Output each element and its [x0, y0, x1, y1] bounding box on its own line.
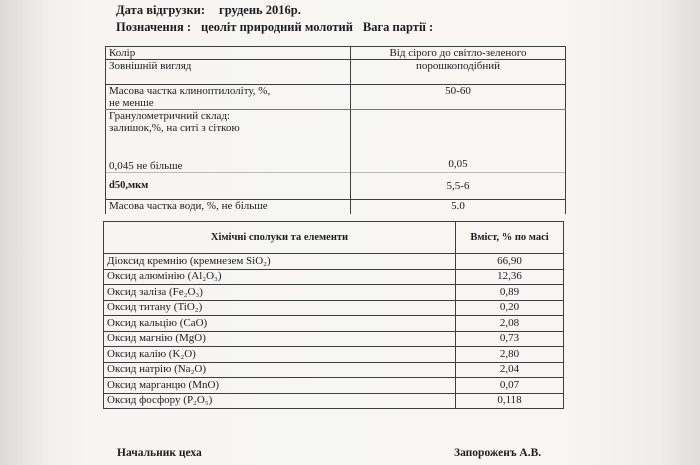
compound-value: 0,118 [456, 393, 564, 409]
property-subname: 0,045 не більше [109, 160, 183, 172]
compound-name: Оксид кальцію (CaO) [104, 316, 456, 332]
property-name: Колір [106, 47, 351, 60]
table-row [104, 269, 564, 285]
property-cell [106, 110, 351, 173]
column-header-content: Вміст, % по масі [456, 222, 564, 254]
property-value: 5,5-6 [351, 173, 566, 200]
property-name: d50,мкм [106, 173, 351, 200]
compound-name: Діоксид кремнію (кремнезем SiO₂) [104, 254, 456, 270]
compound-value: 0,73 [456, 331, 564, 347]
properties-table [105, 46, 566, 214]
table-row [106, 173, 566, 200]
compound-value: 0,89 [456, 285, 564, 301]
property-value: 0,05 [351, 110, 566, 173]
table-row [104, 378, 564, 394]
designation-label: Позначення : [116, 20, 191, 34]
table-row [106, 110, 566, 173]
compound-name: Оксид марганцю (MnO) [104, 378, 456, 394]
table-row [104, 393, 564, 409]
property-name: Масова частка клиноптилоліту, %, не менше [106, 85, 351, 110]
compound-name: Оксид фосфору (P₂O₅) [104, 393, 456, 409]
table-row [106, 85, 566, 110]
shipment-date-label: Дата відгрузки: [116, 3, 206, 17]
compound-name: Оксид магнію (MgO) [104, 331, 456, 347]
compound-value: 12,36 [456, 269, 564, 285]
compound-name: Оксид калію (K₂O) [104, 347, 456, 363]
property-value: 5.0 [351, 200, 566, 215]
property-value: Від сірого до світло-зеленого [351, 47, 566, 60]
compound-value: 0,07 [456, 378, 564, 394]
signatory-name: Запороженъ А.В. [454, 447, 542, 459]
property-name: Масова частка води, %, не більше [106, 200, 351, 215]
compound-value: 2,80 [456, 347, 564, 363]
table-row [106, 200, 566, 215]
compound-value: 2,04 [456, 362, 564, 378]
signatory-position: Начальник цеха [117, 447, 202, 459]
compound-name: Оксид натрію (Na₂O) [104, 362, 456, 378]
table-row [106, 60, 566, 85]
table-row [104, 316, 564, 332]
table-row [104, 285, 564, 301]
shipment-date-value: грудень 2016р. [219, 3, 301, 17]
table-header-row [104, 222, 564, 254]
compound-name: Оксид заліза (Fe₂O₃) [104, 285, 456, 301]
table-row [104, 362, 564, 378]
shipment-date-line [116, 3, 301, 18]
designation-line [116, 20, 433, 35]
paper-shadow-left [0, 0, 44, 465]
table-row [104, 300, 564, 316]
table-row [106, 47, 566, 60]
property-name: Зовнішній вигляд [106, 60, 351, 85]
compound-value: 2,08 [456, 316, 564, 332]
paper-shadow-right [660, 0, 700, 465]
designation-value: цеоліт природний молотий [201, 20, 353, 34]
property-value: 50-60 [351, 85, 566, 110]
compound-value: 66,90 [456, 254, 564, 270]
table-row [104, 347, 564, 363]
compound-name: Оксид титану (TiO₂) [104, 300, 456, 316]
property-name: Гранулометричний склад: залишок,%, на ситі з сіткою [109, 110, 240, 134]
compound-name: Оксид алюмінію (Al₂O₃) [104, 269, 456, 285]
batch-weight-label: Вага партії : [362, 20, 434, 34]
table-row [104, 331, 564, 347]
property-value: порошкоподібний [351, 60, 566, 85]
compound-value: 0,20 [456, 300, 564, 316]
table-row [104, 254, 564, 270]
chemical-composition-table [103, 221, 564, 409]
column-header-compound: Хімічні сполуки та елементи [104, 222, 456, 254]
